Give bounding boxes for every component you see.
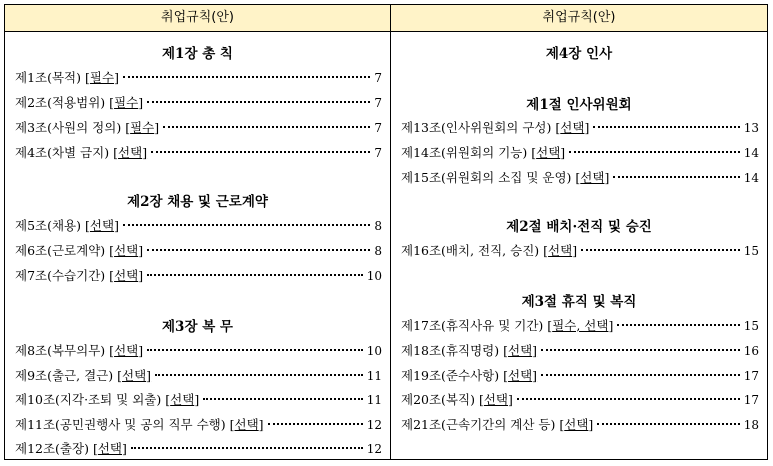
entry-page: 10 [366, 344, 382, 358]
toc-entry[interactable] [401, 341, 759, 359]
entry-tag-link[interactable]: [ 선택 ] [479, 390, 513, 408]
entry-tag-link[interactable]: [ 선택 ] [503, 341, 537, 359]
entry-page: 7 [374, 96, 382, 110]
dot-leader [131, 447, 363, 449]
dot-leader [541, 349, 740, 351]
entry-title: 제15조(위원회의 소집 및 운영) [401, 170, 572, 185]
entry-page: 10 [366, 269, 382, 283]
entry-title: 제20조(복직) [401, 392, 475, 407]
entry-title: 제3조(사원의 정의) [15, 120, 122, 135]
entry-page: 13 [743, 121, 759, 135]
entry-page: 17 [743, 369, 759, 383]
entry-title: 제19조(준수사항) [401, 368, 500, 383]
entry-page: 11 [366, 393, 382, 407]
toc-entry[interactable] [401, 366, 759, 384]
entry-tag-link[interactable]: [ 선택 ] [113, 143, 147, 161]
dot-leader [147, 274, 363, 276]
dot-leader [541, 374, 740, 376]
dot-leader [597, 423, 739, 425]
toc-entry[interactable] [15, 266, 382, 284]
dot-leader [163, 126, 370, 128]
section-heading: 제3절 휴직 및 복직 [521, 294, 637, 310]
dot-leader [268, 423, 363, 425]
entry-tag-link[interactable]: [ 필수 ] [125, 118, 159, 136]
entry-title: 제10조(지각·조퇴 및 외출) [15, 392, 162, 407]
entry-title: 제21조(근속기간의 계산 등) [401, 417, 556, 432]
entry-page: 17 [743, 393, 759, 407]
entry-tag-link[interactable]: [ 선택 ] [559, 415, 593, 433]
entry-page: 14 [743, 146, 759, 160]
entry-tag-link[interactable]: [ 선택 ] [230, 415, 264, 433]
entry-page: 8 [374, 244, 382, 258]
entry-title: 제8조(복무의무) [15, 343, 106, 358]
dot-leader [569, 151, 740, 153]
entry-title: 제2조(적용범위) [15, 95, 106, 110]
entry-page: 8 [374, 219, 382, 233]
toc-table [4, 4, 768, 460]
toc-entry[interactable] [15, 341, 382, 359]
entry-tag-link[interactable]: [ 선택 ] [117, 366, 151, 384]
toc-entry[interactable] [15, 143, 382, 161]
dot-leader [155, 374, 363, 376]
toc-entry[interactable] [401, 415, 759, 433]
column-header: 취업규칙(안) [5, 5, 390, 32]
toc-entry[interactable] [15, 415, 382, 433]
dot-leader [151, 151, 370, 153]
dot-leader [147, 101, 370, 103]
dot-leader [581, 249, 740, 251]
entry-page: 14 [743, 171, 759, 185]
entry-page: 11 [366, 369, 382, 383]
toc-entry[interactable] [401, 168, 759, 186]
entry-tag-link[interactable]: [ 선택 ] [531, 143, 565, 161]
entry-title: 제11조(공민권행사 및 공의 직무 수행) [15, 417, 226, 432]
entry-page: 7 [374, 146, 382, 160]
toc-entry[interactable] [401, 118, 759, 136]
chapter-heading: 제1장 총 칙 [162, 46, 233, 62]
toc-entry[interactable] [401, 390, 759, 408]
entry-tag-link[interactable]: [ 필수 ] [85, 68, 119, 86]
entry-page: 7 [374, 121, 382, 135]
entry-tag-link[interactable]: [ 선택 ] [165, 390, 199, 408]
chapter-heading: 제2장 채용 및 근로계약 [127, 194, 268, 210]
entry-page: 15 [743, 244, 759, 258]
column-header: 취업규칙(안) [391, 5, 767, 32]
entry-page: 12 [366, 418, 382, 432]
entry-title: 제12조(출장) [15, 441, 89, 456]
entry-page: 7 [374, 71, 382, 85]
entry-page: 15 [743, 319, 759, 333]
entry-title: 제1조(목적) [15, 70, 82, 85]
section-heading: 제1절 인사위원회 [526, 97, 632, 113]
entry-title: 제4조(차별 금지) [15, 145, 110, 160]
toc-column-right [391, 5, 767, 459]
dot-leader [203, 398, 363, 400]
entry-title: 제7조(수습기간) [15, 268, 106, 283]
entry-tag-link[interactable]: [ 선택 ] [543, 241, 577, 259]
entry-tag-link[interactable]: [ 선택 ] [109, 341, 143, 359]
entry-tag-link[interactable]: [ 선택 ] [575, 168, 609, 186]
dot-leader [517, 398, 740, 400]
entry-title: 제14조(위원회의 기능) [401, 145, 528, 160]
entry-tag-link[interactable]: [ 필수 ] [109, 93, 143, 111]
chapter-heading: 제4장 인사 [545, 46, 613, 62]
toc-entry[interactable] [15, 118, 382, 136]
toc-entry[interactable] [15, 216, 382, 234]
entry-tag-link[interactable]: [ 필수, 선택 ] [547, 316, 613, 334]
toc-entry[interactable] [401, 143, 759, 161]
toc-entry[interactable] [401, 316, 759, 334]
entry-tag-link[interactable]: [ 선택 ] [109, 266, 143, 284]
toc-entry[interactable] [15, 366, 382, 384]
toc-entry[interactable] [15, 93, 382, 111]
toc-entry[interactable] [15, 68, 382, 86]
entry-tag-link[interactable]: [ 선택 ] [109, 241, 143, 259]
dot-leader [147, 349, 363, 351]
toc-entry[interactable] [15, 241, 382, 259]
entry-title: 제13조(인사위원회의 구성) [401, 120, 552, 135]
entry-tag-link[interactable]: [ 선택 ] [85, 216, 119, 234]
entry-title: 제16조(배치, 전직, 승진) [401, 243, 540, 258]
toc-entry[interactable] [401, 241, 759, 259]
section-heading: 제2절 배치·전직 및 승진 [506, 219, 652, 235]
entry-page: 16 [743, 344, 759, 358]
dot-leader [593, 126, 739, 128]
entry-title: 제6조(근로계약) [15, 243, 106, 258]
entry-page: 12 [366, 442, 382, 456]
entry-tag-link[interactable]: [ 선택 ] [555, 118, 589, 136]
chapter-heading: 제3장 복 무 [162, 319, 233, 335]
dot-leader [123, 224, 370, 226]
entry-title: 제17조(휴직사유 및 기간) [401, 318, 544, 333]
toc-entry[interactable] [15, 439, 382, 457]
dot-leader [147, 249, 370, 251]
entry-tag-link[interactable]: [ 선택 ] [503, 366, 537, 384]
entry-title: 제5조(채용) [15, 218, 82, 233]
dot-leader [613, 176, 739, 178]
dot-leader [123, 76, 370, 78]
toc-entry[interactable] [15, 390, 382, 408]
entry-title: 제18조(휴직명령) [401, 343, 500, 358]
entry-title: 제9조(출근, 결근) [15, 368, 114, 383]
toc-column-left [5, 5, 391, 459]
dot-leader [617, 324, 739, 326]
entry-tag-link[interactable]: [ 선택 ] [93, 439, 127, 457]
entry-page: 18 [743, 418, 759, 432]
